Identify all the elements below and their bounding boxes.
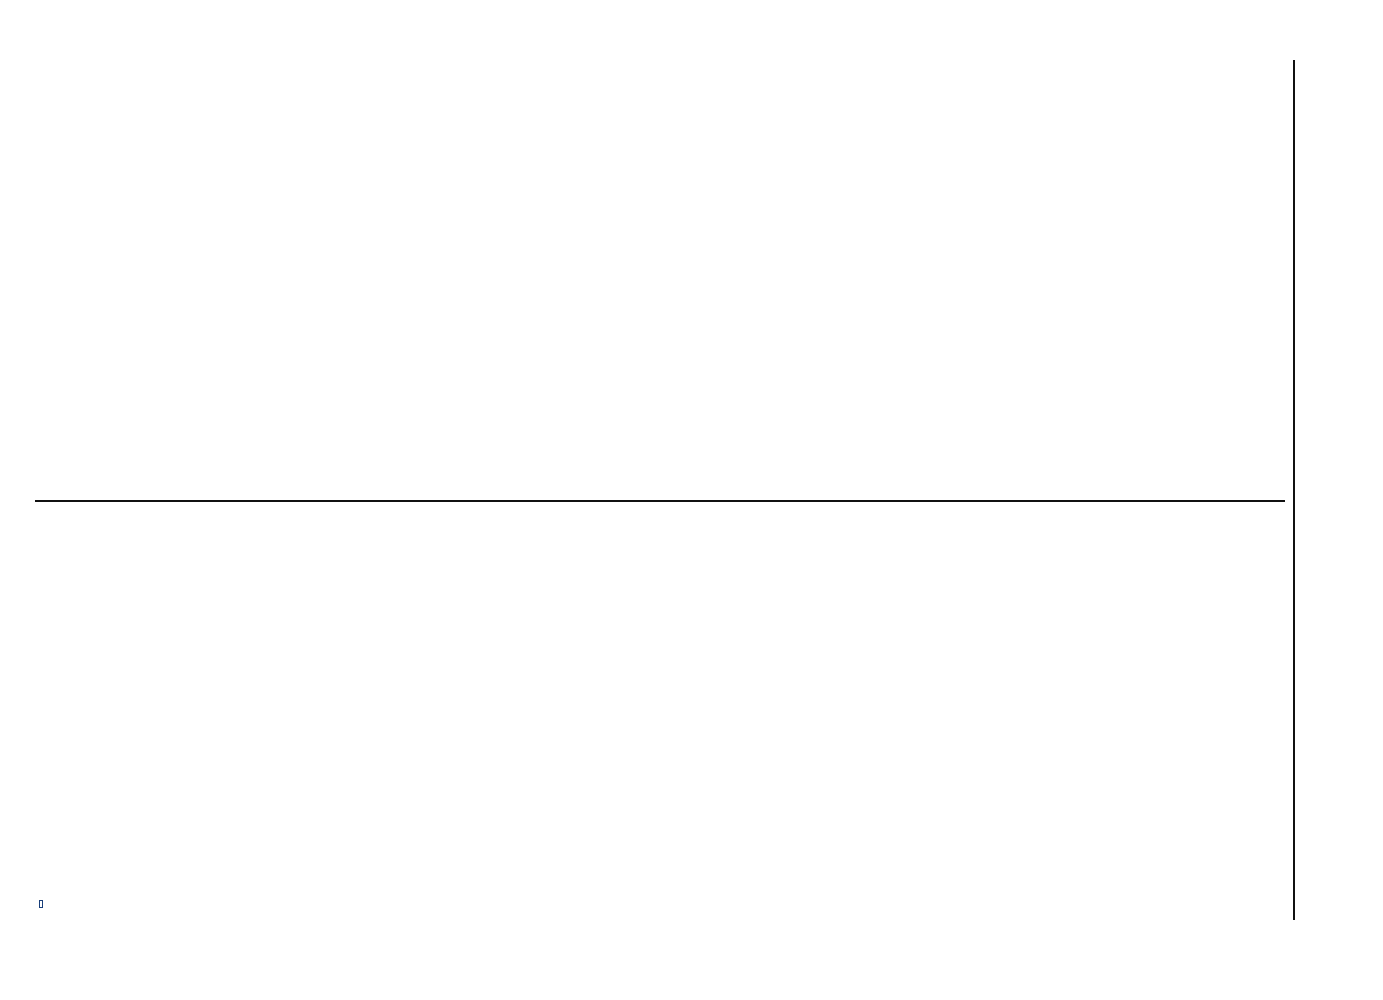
page-header	[1303, 60, 1343, 960]
footer	[23, 0, 43, 1000]
header-rule	[1293, 60, 1295, 920]
left-column	[33, 60, 1283, 490]
column-divider	[35, 500, 1285, 502]
right-column	[33, 520, 1283, 950]
dfg-logo	[39, 900, 43, 908]
